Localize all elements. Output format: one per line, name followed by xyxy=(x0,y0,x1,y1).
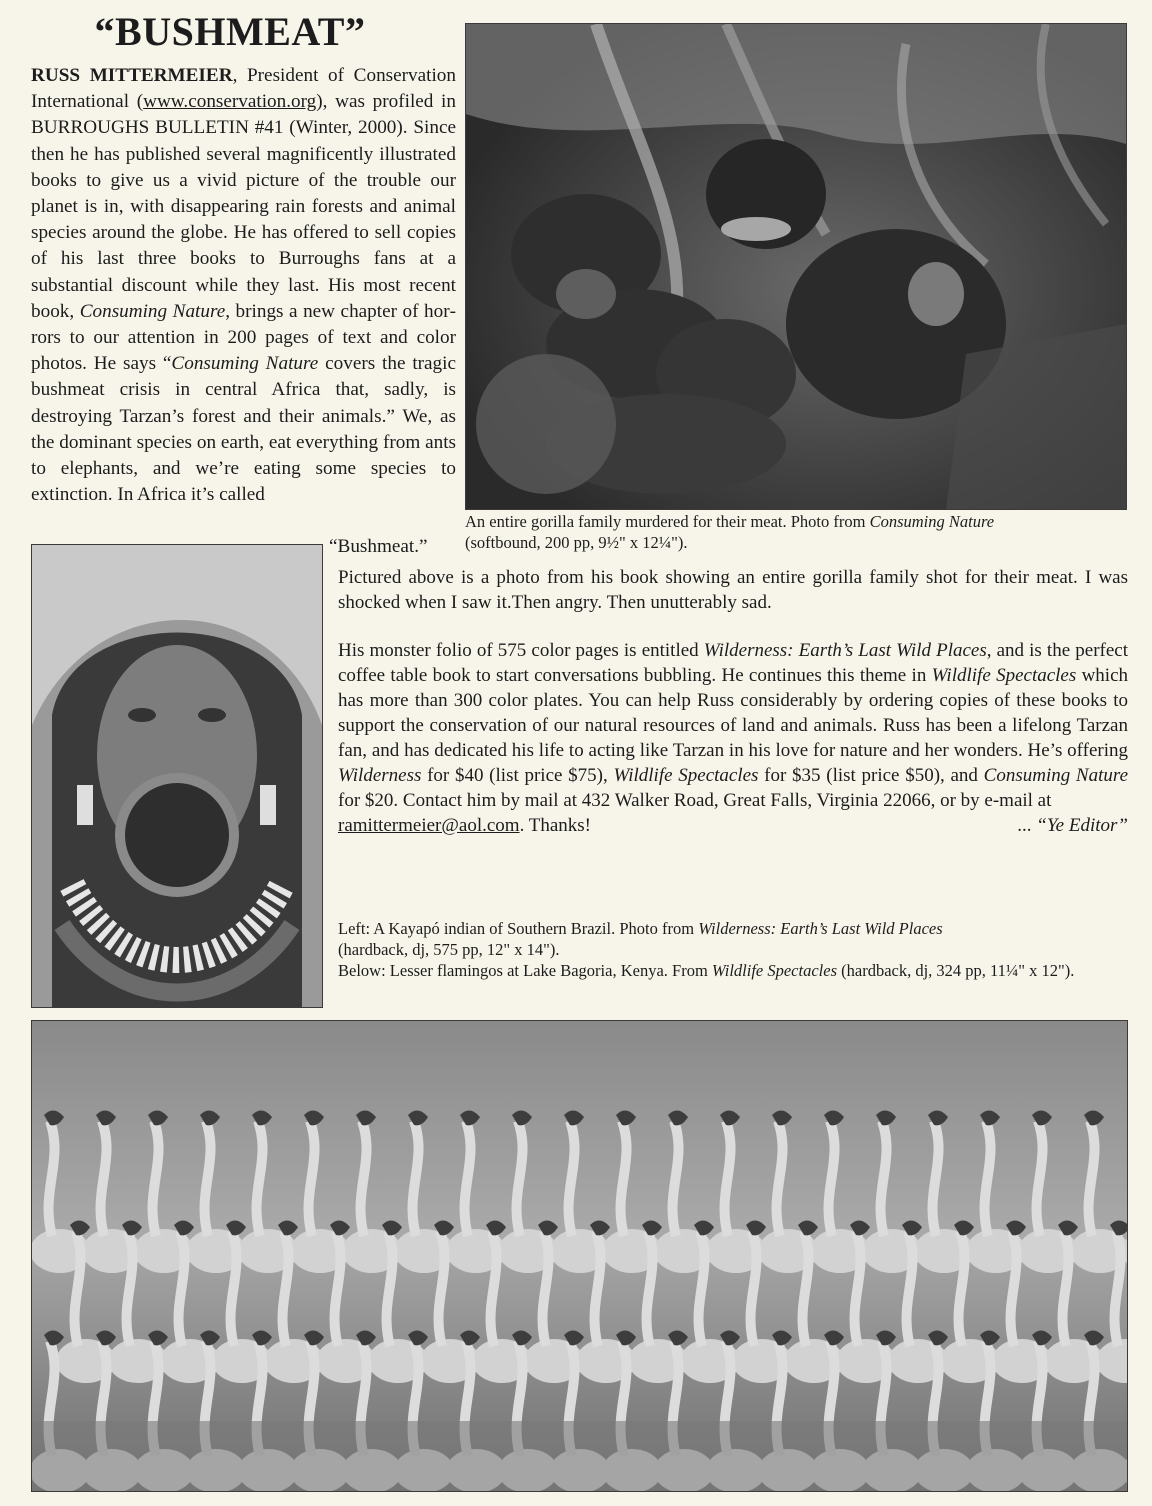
conservation-link[interactable]: www.conservation.org xyxy=(143,91,317,113)
article-body xyxy=(338,565,1128,838)
book-title-wildlife-spectacles: Wildlife Spectacles xyxy=(931,665,1077,686)
book-title-wilderness-short: Wilderness xyxy=(338,765,422,786)
p2-text-6: for $20. Contact him by mail at 432 Walker Road, Great Falls, Virginia 22066, or by e-mail at xyxy=(338,790,1052,811)
thanks-text: . Thanks! xyxy=(519,815,591,836)
flamingo-caption-book: Wildlife Spectacles xyxy=(711,961,837,980)
article-title: “BUSHMEAT” xyxy=(94,9,366,54)
book-title-consuming-nature-quote: Consuming Nature xyxy=(171,353,319,375)
signoff-prefix: ... xyxy=(1017,815,1037,836)
kayapo-caption-specs: (hardback, dj, 575 pp, 12" x 14"). xyxy=(338,940,560,959)
book-title-consuming-nature-2: Consuming Nature xyxy=(983,765,1129,786)
intro-text-2: ), was profiled in BURROUGHS BULLETIN #41 (Winter, 2000). Since then he has published several magnificently illustrated books to give us a vivid picture of the trouble our planet is in, with disappearing rain forests and animal species around the globe. He has offered to sell copies of his last three books to Burroughs fans at a substantial discount while they last. His most recent book, xyxy=(31,91,456,322)
bushmeat-term: “Bushmeat.” xyxy=(329,536,428,557)
p2-text-5: for $35 (list price $50), and xyxy=(758,765,984,786)
book-title-wildlife-spectacles-2: Wildlife Spectacles xyxy=(613,765,759,786)
body-paragraph-1: Pictured above is a photo from his book showing an entire gorilla family shot for their meat. I was shocked when I saw it.Then angry. Then unutterably sad. xyxy=(338,567,1128,613)
flamingo-caption-specs: (hardback, dj, 324 pp, 11¼" x 12"). xyxy=(837,961,1075,980)
intro-paragraph xyxy=(31,63,456,508)
flamingos-photo xyxy=(31,1020,1128,1492)
intro-text-1: , President of Conservation International ( xyxy=(31,65,456,113)
kayapo-portrait-photo xyxy=(31,544,323,1008)
editor-signoff xyxy=(1017,813,1128,838)
book-title-wilderness: Wilderness: Earth’s Last Wild Places xyxy=(703,640,987,661)
gorilla-caption-text: An entire gorilla family murdered for their meat. Photo from xyxy=(465,512,870,531)
kayapo-caption-text: Left: A Kayapó indian of Southern Brazil. Photo from xyxy=(338,919,699,938)
gorilla-photo-caption xyxy=(465,511,1130,553)
p2-text-4: for $40 (list price $75), xyxy=(421,765,614,786)
p2-text-3: which has more than 300 color plates. You can help Russ considerably by ordering copies of these books to support the conservation of our natural resources of land and animals. Russ has been a lifelong Tarzan fan, and has dedicated his life to acting like Tarzan in his love for nature and her wonders. He’s offering xyxy=(338,665,1129,761)
photo-captions xyxy=(338,918,1128,981)
intro-text-4: covers the tragic bushmeat crisis in central Africa that, sadly, is destroying Tarzan’s forest and their animals.” We, as the dominant species on earth, eat everything from ants to elephants, and we’re eating some species to extinction. In Africa it’s called xyxy=(31,353,456,506)
body-paragraph-2 xyxy=(338,638,1128,813)
signoff-line xyxy=(338,813,1128,838)
book-title-consuming-nature: Consuming Nature xyxy=(79,300,226,322)
email-thanks xyxy=(338,813,591,838)
p2-text-2: , and is the perfect coffee table book to start conversations bubbling. He continues this theme in xyxy=(338,640,1128,686)
signoff-name: “Ye Editor” xyxy=(1036,815,1128,836)
kayapo-caption xyxy=(338,918,1128,960)
email-link[interactable]: ramittermeier@aol.com xyxy=(338,815,520,836)
author-name: RUSS MITTERMEIER xyxy=(31,65,233,86)
p2-text-1: His monster folio of 575 color pages is entitled xyxy=(338,640,704,661)
flamingo-caption-text: Below: Lesser flamingos at Lake Bagoria, Kenya. From xyxy=(338,961,712,980)
intro-text-3: , brings a new chapter of horrors to our attention in 200 pages of text and color photos. He says “ xyxy=(31,300,456,375)
gorilla-caption-book: Consuming Nature xyxy=(869,512,995,531)
flamingo-caption xyxy=(338,960,1128,981)
kayapo-caption-book: Wilderness: Earth’s Last Wild Places xyxy=(698,919,943,938)
gorilla-caption-specs: (softbound, 200 pp, 9½" x 12¼"). xyxy=(465,533,688,552)
gorilla-family-photo xyxy=(465,23,1127,510)
